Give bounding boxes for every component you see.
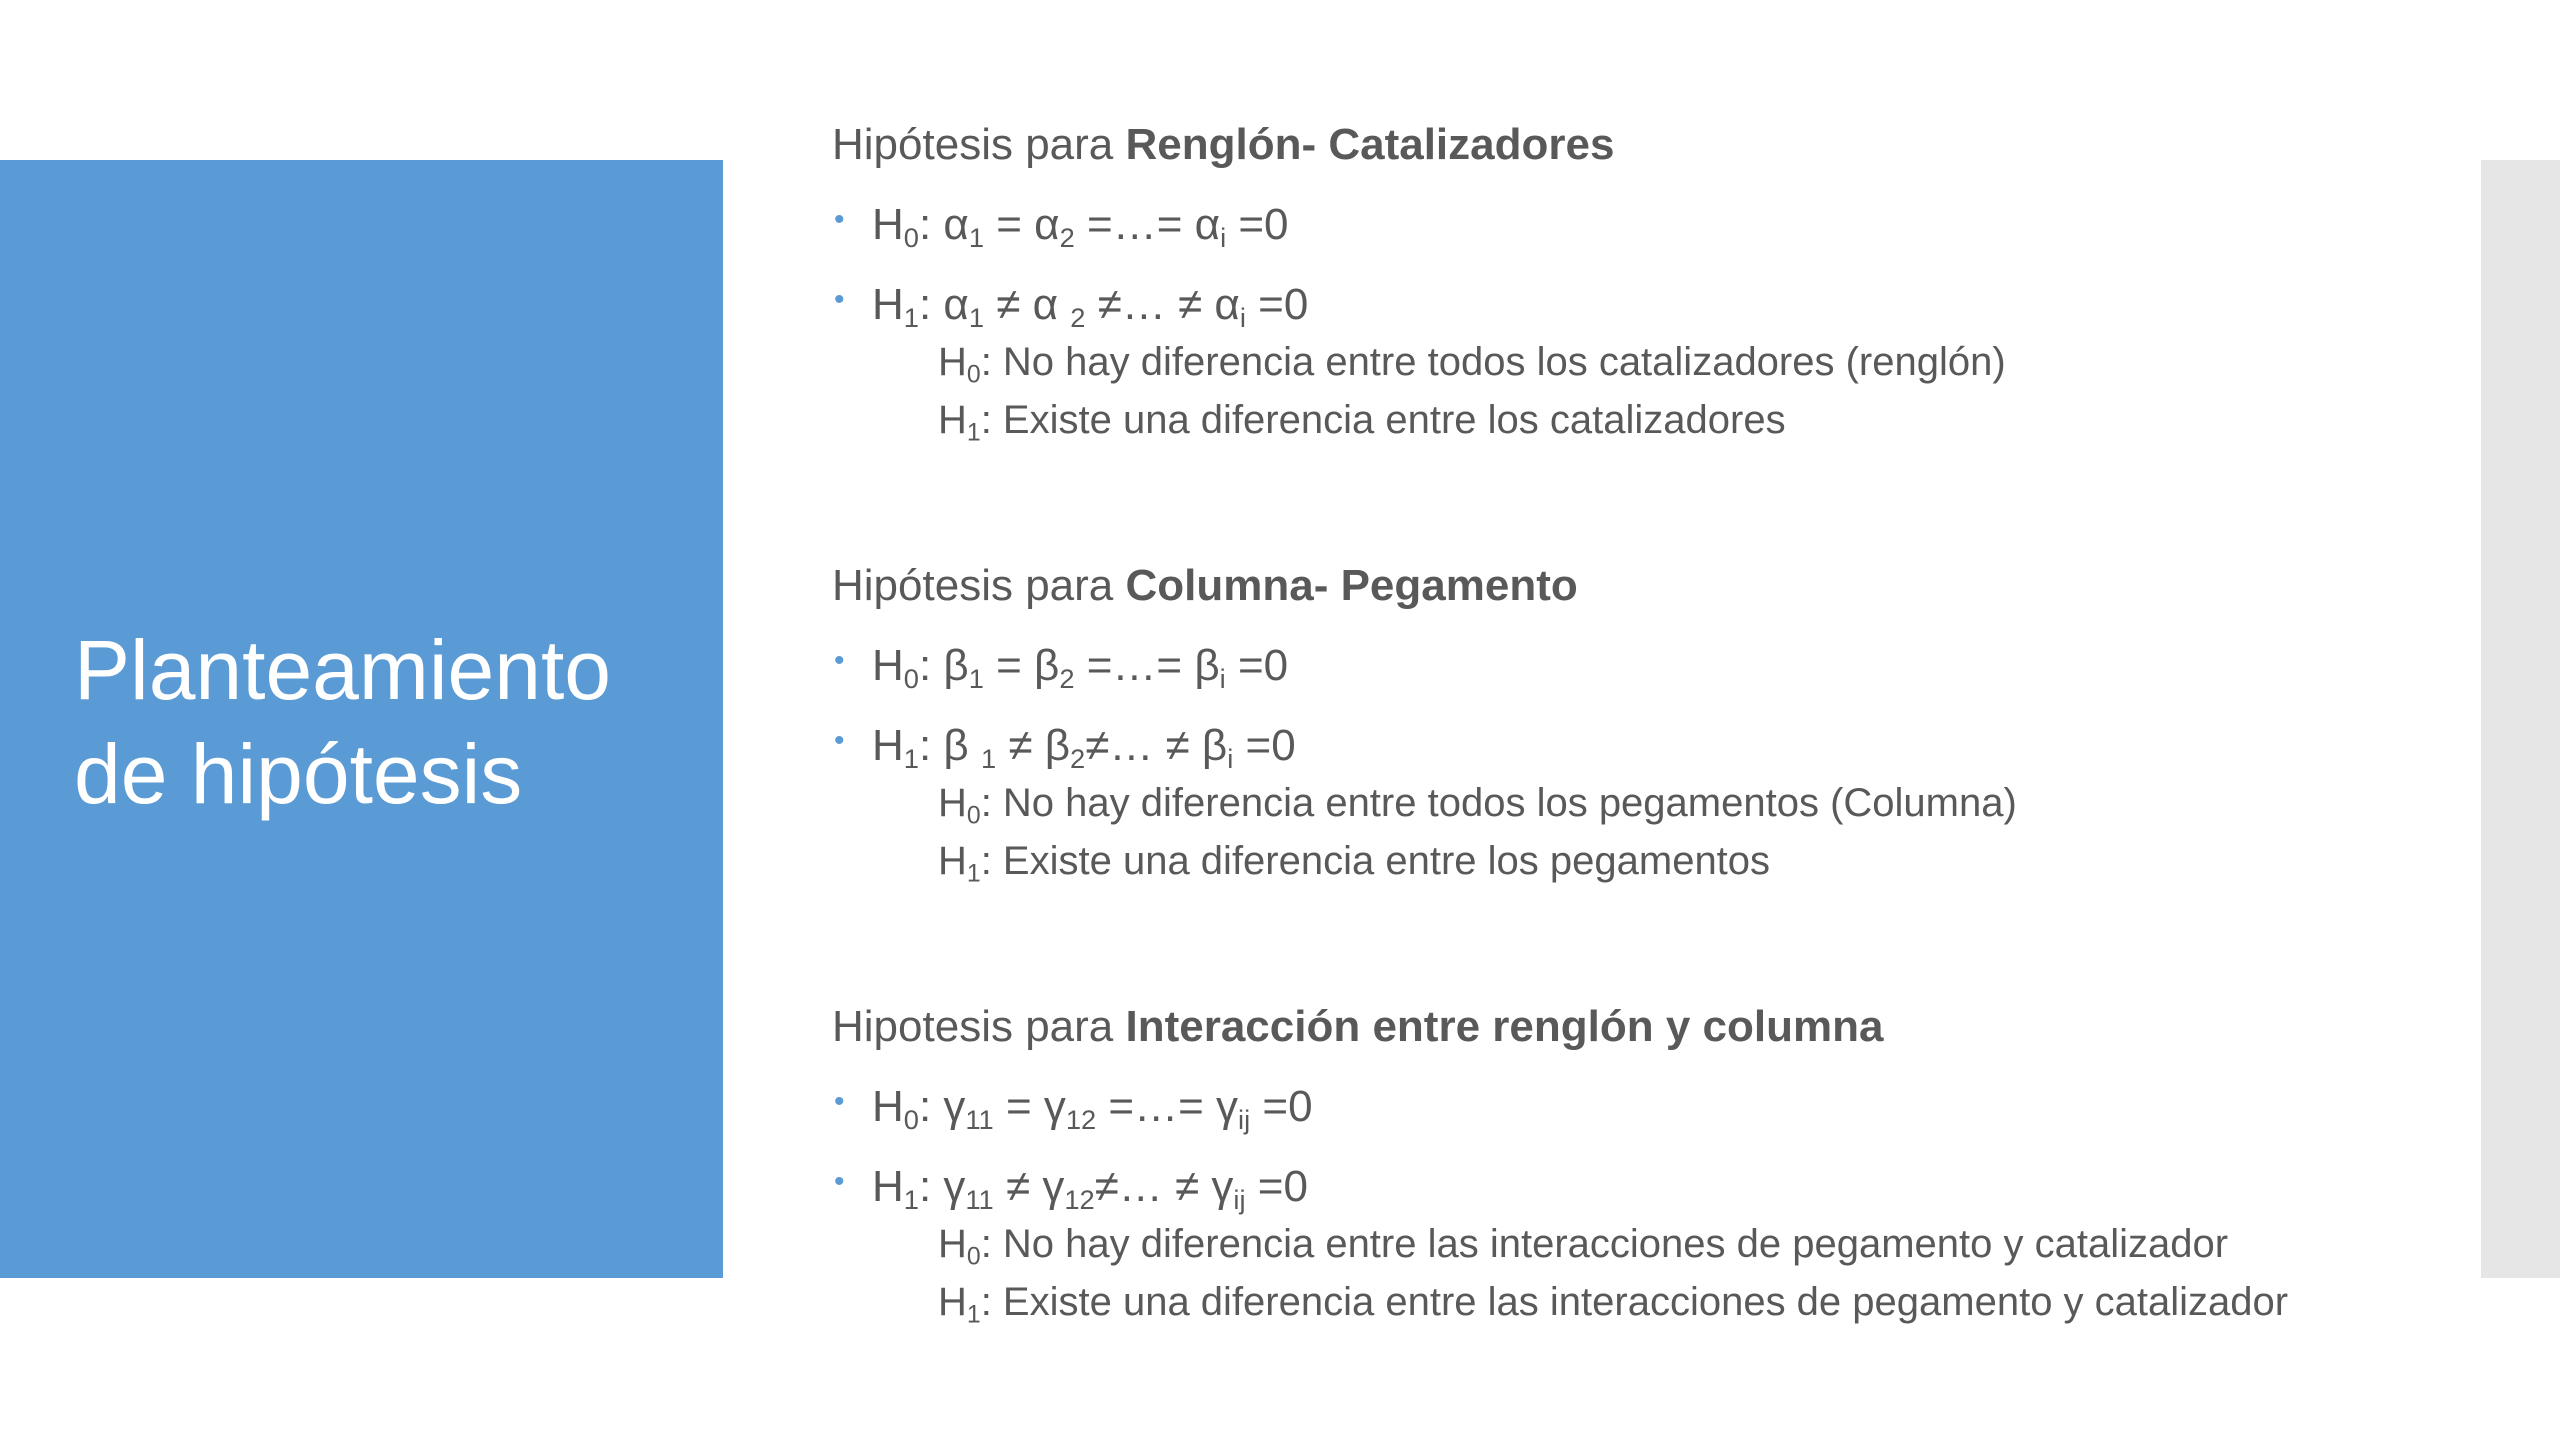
h-symbol: H xyxy=(938,1280,967,1324)
term-c-subscript: i xyxy=(1227,743,1234,775)
description-text: : Existe una diferencia entre los pegamentos xyxy=(980,839,1771,883)
term-c: =…= α xyxy=(1074,200,1221,249)
description-h0 xyxy=(832,1215,2452,1273)
bullet-icon: • xyxy=(834,283,845,316)
h-subscript: 0 xyxy=(966,1243,981,1271)
term-a-subscript: 11 xyxy=(965,1184,994,1216)
term-c-subscript: i xyxy=(1239,302,1246,334)
section-interaccion xyxy=(832,999,2452,1331)
description-text: : No hay diferencia entre todos los pegamentos (Columna) xyxy=(980,781,2017,825)
section-heading xyxy=(832,117,2452,173)
h-symbol: H xyxy=(872,280,904,329)
h-subscript: 0 xyxy=(903,1104,919,1136)
section-renglon xyxy=(832,117,2452,449)
term-c: ≠… ≠ α xyxy=(1085,280,1240,329)
term-b-subscript: 2 xyxy=(1070,743,1086,775)
term-b-subscript: 12 xyxy=(1065,1104,1097,1136)
term-a: : γ xyxy=(918,1082,966,1131)
hypothesis-h0 xyxy=(832,1079,2452,1135)
term-c: =…= γ xyxy=(1096,1082,1239,1131)
bullet-icon: • xyxy=(834,1165,845,1198)
h-subscript: 1 xyxy=(903,743,919,775)
term-d: =0 xyxy=(1225,641,1289,690)
term-c-subscript: ij xyxy=(1233,1184,1246,1216)
slide-title xyxy=(74,618,694,826)
bullet-icon: • xyxy=(834,203,845,236)
term-b-subscript: 2 xyxy=(1070,302,1086,334)
term-d: =0 xyxy=(1233,721,1296,770)
h-symbol: H xyxy=(938,340,967,384)
h-symbol: H xyxy=(938,398,967,442)
h-subscript: 0 xyxy=(966,361,981,389)
term-b-subscript: 2 xyxy=(1059,663,1075,695)
term-a: : β xyxy=(918,721,981,770)
term-b: = γ xyxy=(993,1082,1066,1131)
h-subscript: 1 xyxy=(966,1301,981,1329)
h-symbol: H xyxy=(938,839,967,883)
term-b: ≠ β xyxy=(996,721,1071,770)
h-subscript: 1 xyxy=(903,1184,919,1216)
term-d: =0 xyxy=(1245,280,1309,329)
term-a-subscript: 1 xyxy=(980,743,997,775)
h-subscript: 0 xyxy=(903,663,919,695)
term-a: : γ xyxy=(918,1162,966,1211)
heading-bold: Interacción entre renglón y columna xyxy=(1125,1002,1884,1051)
h-symbol: H xyxy=(872,200,904,249)
h-subscript: 0 xyxy=(903,222,919,254)
description-h1 xyxy=(832,832,2452,890)
bullet-icon: • xyxy=(834,644,845,677)
term-c-subscript: i xyxy=(1219,663,1226,695)
slide-title-line-1: Planteamiento xyxy=(74,623,612,717)
term-b: = α xyxy=(984,200,1060,249)
term-a-subscript: 11 xyxy=(965,1104,994,1136)
term-b: ≠ γ xyxy=(993,1162,1065,1211)
term-a: : α xyxy=(918,200,969,249)
term-b-subscript: 12 xyxy=(1064,1184,1095,1216)
term-a-subscript: 1 xyxy=(968,302,985,334)
h-symbol: H xyxy=(872,721,904,770)
hypothesis-h0 xyxy=(832,197,2452,253)
section-columna xyxy=(832,558,2452,890)
term-c-subscript: i xyxy=(1220,222,1227,254)
bullet-icon: • xyxy=(834,724,845,757)
description-text: : No hay diferencia entre todos los catalizadores (renglón) xyxy=(980,340,2006,384)
hypothesis-h0 xyxy=(832,638,2452,694)
h-symbol: H xyxy=(938,1222,967,1266)
slide-content xyxy=(832,0,2452,1440)
description-text: : Existe una diferencia entre las interacciones de pegamento y catalizador xyxy=(980,1280,2289,1324)
term-c: ≠… ≠ β xyxy=(1085,721,1228,770)
term-b-subscript: 2 xyxy=(1059,222,1075,254)
description-h1 xyxy=(832,391,2452,449)
term-b: ≠ α xyxy=(984,280,1071,329)
hypothesis-h1 xyxy=(832,718,2452,774)
heading-prefix: Hipotesis para xyxy=(832,1002,1126,1051)
section-heading xyxy=(832,999,2452,1055)
term-b: = β xyxy=(983,641,1060,690)
description-text: : No hay diferencia entre las interacciones de pegamento y catalizador xyxy=(980,1222,2229,1266)
h-symbol: H xyxy=(938,781,967,825)
term-a-subscript: 1 xyxy=(968,663,984,695)
description-h1 xyxy=(832,1273,2452,1331)
heading-bold: Renglón- Catalizadores xyxy=(1125,120,1615,169)
hypothesis-h1 xyxy=(832,1159,2452,1215)
heading-prefix: Hipótesis para xyxy=(832,561,1126,610)
h-symbol: H xyxy=(872,1162,904,1211)
description-h0 xyxy=(832,333,2452,391)
slide-title-line-2: de hipótesis xyxy=(74,727,523,821)
h-subscript: 0 xyxy=(966,802,981,830)
term-c: ≠… ≠ γ xyxy=(1094,1162,1234,1211)
h-symbol: H xyxy=(872,641,904,690)
h-symbol: H xyxy=(872,1082,904,1131)
hypothesis-h1 xyxy=(832,277,2452,333)
term-c-subscript: ij xyxy=(1238,1104,1251,1136)
term-c: =…= β xyxy=(1074,641,1220,690)
heading-bold: Columna- Pegamento xyxy=(1125,561,1578,610)
h-subscript: 1 xyxy=(966,860,981,888)
term-d: =0 xyxy=(1250,1082,1313,1131)
term-a-subscript: 1 xyxy=(968,222,985,254)
section-heading xyxy=(832,558,2452,614)
term-d: =0 xyxy=(1226,200,1289,249)
term-d: =0 xyxy=(1245,1162,1308,1211)
description-h0 xyxy=(832,774,2452,832)
h-subscript: 1 xyxy=(903,302,919,334)
term-a: : α xyxy=(918,280,969,329)
term-a: : β xyxy=(918,641,969,690)
heading-prefix: Hipótesis para xyxy=(832,120,1126,169)
side-strip xyxy=(2481,160,2560,1278)
h-subscript: 1 xyxy=(966,419,981,447)
description-text: : Existe una diferencia entre los catalizadores xyxy=(980,398,1786,442)
bullet-icon: • xyxy=(834,1085,845,1118)
